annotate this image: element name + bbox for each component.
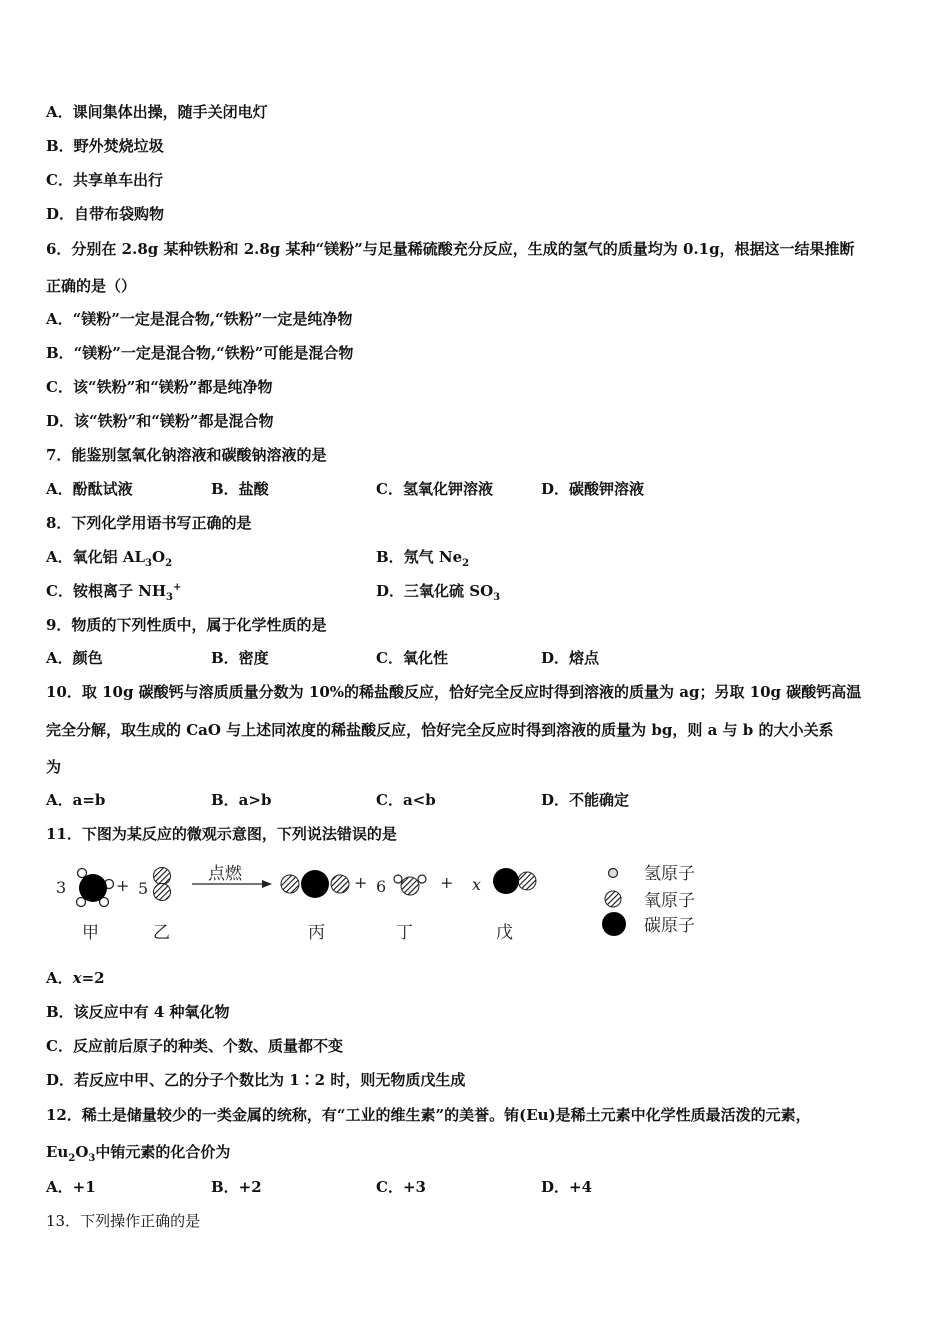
q7-option-d: D．碳酸钾溶液 xyxy=(541,480,645,498)
q10-stem-line1: 10．取 10g 碳酸钙与溶质质量分数为 10%的稀盐酸反应，恰好完全反应时得到溶液的质量为 ag；另取 10g 碳酸钙高温 xyxy=(46,683,862,701)
q9-option-b: B．密度 xyxy=(211,649,269,667)
q9-option-d: D．熔点 xyxy=(541,649,600,667)
q10-stem-line3: 为 xyxy=(46,758,62,776)
q8-option-b: B．氖气 $Ne_2$ xyxy=(376,548,470,569)
q11-option-a: A．x=2 xyxy=(46,969,105,987)
q12-option-a: A．+1 xyxy=(46,1178,96,1196)
molecule-jia xyxy=(77,869,114,907)
q8-option-c: C．铵根离子 $NH_3^+$ xyxy=(46,582,182,603)
legend-hydrogen: 氢原子 xyxy=(644,864,695,884)
q6-stem-line2: 正确的是（） xyxy=(46,277,137,295)
coef-wu: x xyxy=(472,875,482,894)
reaction-diagram xyxy=(50,856,750,956)
q10-option-c: C．a<b xyxy=(376,791,436,809)
q12-stem-line2: $Eu_2O_3$中铕元素的化合价为 xyxy=(46,1143,231,1164)
q10-option-b: B．a>b xyxy=(211,791,272,809)
name-yi: 乙 xyxy=(153,923,170,943)
q11-stem: 11．下图为某反应的微观示意图，下列说法错误的是 xyxy=(46,825,397,843)
q11-option-b: B．该反应中有 4 种氧化物 xyxy=(46,1003,230,1021)
q8-option-d: D．三氧化硫 $SO_3$ xyxy=(376,582,501,603)
plus-1: + xyxy=(116,876,130,895)
q11-option-d: D．若反应中甲、乙的分子个数比为 1∶2 时，则无物质戊生成 xyxy=(46,1071,466,1089)
molecule-yi xyxy=(154,868,171,901)
q7-option-c: C．氢氧化钾溶液 xyxy=(376,480,493,498)
name-bing: 丙 xyxy=(308,923,325,943)
name-jia: 甲 xyxy=(82,923,99,943)
q9-option-a: A．颜色 xyxy=(46,649,103,667)
q5-option-a: A．课间集体出操，随手关闭电灯 xyxy=(46,103,268,121)
molecule-ding xyxy=(394,875,426,895)
q6-option-d: D．该“铁粉”和“镁粉”都是混合物 xyxy=(46,412,274,430)
q6-option-a: A．“镁粉”一定是混合物,“铁粉”一定是纯净物 xyxy=(46,310,353,328)
name-wu: 戊 xyxy=(496,923,513,943)
q7-option-b: B．盐酸 xyxy=(211,480,269,498)
q9-option-c: C．氧化性 xyxy=(376,649,448,667)
q6-option-b: B．“镁粉”一定是混合物,“铁粉”可能是混合物 xyxy=(46,344,354,362)
q13-stem: 13．下列操作正确的是 xyxy=(46,1212,201,1230)
q6-stem-line1: 6．分别在 2.8g 某种铁粉和 2.8g 某种“镁粉”与足量稀硫酸充分反应，生成的氢气的质量均为 0.1g，根据这一结果推断 xyxy=(46,240,855,258)
q10-option-d: D．不能确定 xyxy=(541,791,630,809)
q12-option-d: D．+4 xyxy=(541,1178,593,1196)
q9-stem: 9．物质的下列性质中，属于化学性质的是 xyxy=(46,616,327,634)
plus-2: + xyxy=(354,873,368,892)
legend xyxy=(602,864,695,936)
q5-option-c: C．共享单车出行 xyxy=(46,171,163,189)
q12-option-c: C．+3 xyxy=(376,1178,426,1196)
plus-3: + xyxy=(440,873,454,892)
q7-option-a: A．酚酞试液 xyxy=(46,480,133,498)
q12-option-b: B．+2 xyxy=(211,1178,262,1196)
q12-stem-line1: 12．稀土是储量较少的一类金属的统称，有“工业的维生素”的美誉。铕(Eu)是稀土元素中化学性质最活泼的元素， xyxy=(46,1106,811,1124)
molecule-wu xyxy=(493,868,536,894)
q7-stem: 7．能鉴别氢氧化钠溶液和碳酸钠溶液的是 xyxy=(46,446,327,464)
legend-oxygen: 氧原子 xyxy=(644,891,695,911)
q6-option-c: C．该“铁粉”和“镁粉”都是纯净物 xyxy=(46,378,273,396)
legend-carbon: 碳原子 xyxy=(644,916,695,936)
molecule-bing xyxy=(281,870,349,898)
q10-stem-line2: 完全分解，取生成的 CaO 与上述同浓度的稀盐酸反应，恰好完全反应时得到溶液的质量为 bg，则 a 与 b 的大小关系 xyxy=(46,721,834,739)
q11-option-c: C．反应前后原子的种类、个数、质量都不变 xyxy=(46,1037,343,1055)
coef-yi: 5 xyxy=(138,879,149,898)
coef-jia: 3 xyxy=(56,878,67,897)
q8-option-a: A．氧化铝 $AL_3O_2$ xyxy=(46,548,173,569)
name-ding: 丁 xyxy=(396,923,413,943)
q8-stem: 8．下列化学用语书写正确的是 xyxy=(46,514,252,532)
coef-ding: 6 xyxy=(376,877,387,896)
q10-option-a: A．a=b xyxy=(46,791,106,809)
q5-option-d: D．自带布袋购物 xyxy=(46,205,165,223)
q5-option-b: B．野外焚烧垃圾 xyxy=(46,137,164,155)
arrow-label: 点燃 xyxy=(208,864,242,884)
